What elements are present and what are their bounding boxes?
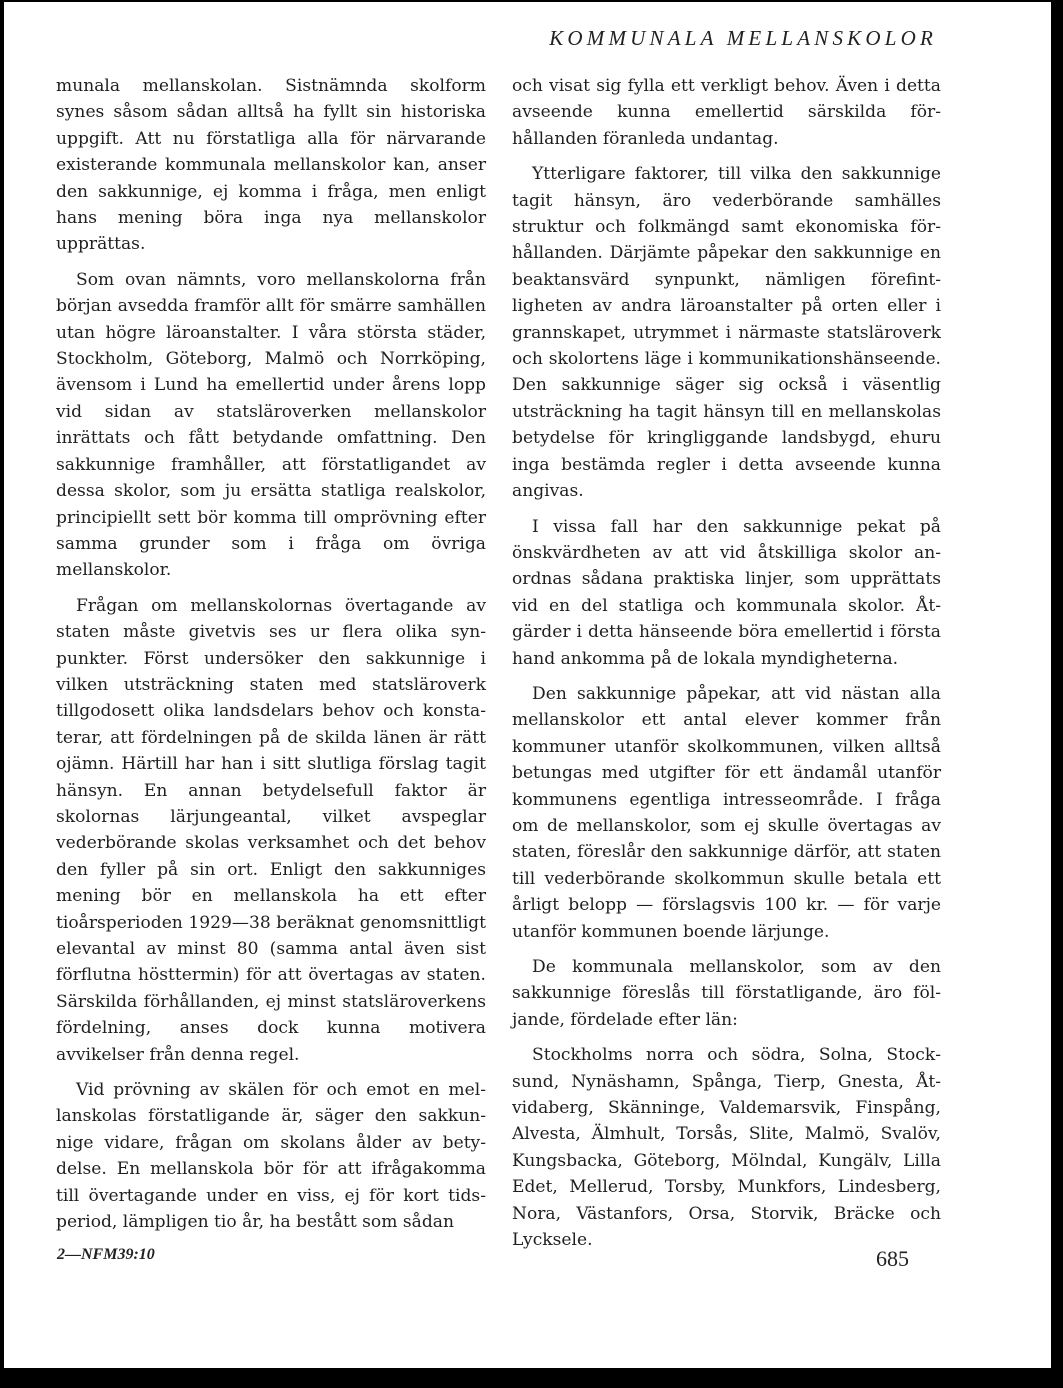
- scan-edge-left: [0, 0, 4, 1388]
- school-list-paragraph: Stockholms norra och södra, Solna, Stocksund, Nynäshamn, Spånga, Tierp, Gnesta, Åtvidaberg, Skänninge, Valdemarsvik, Finspång, Alvesta, Älmhult, Torsås, Slite, Malmö, Svalöv, Kungsbacka, Göteborg, Mölndal, Kungälv, Lilla Edet, Mellerud, Torsby, Munkfors, Lindesberg, Nora, Västanfors, Orsa, Storvik, Bräcke och Lycksele.: [512, 1045, 941, 1251]
- page-number: 685: [876, 1246, 909, 1271]
- right-paragraph-3: I vissa fall har den sakkunnige pekat på önskvärdheten av att vid åtskilliga skolor anordnas sådana praktiska linjer, som upprättats vid en del statliga och kommunala skolor. Åtgärder i detta hänseende böra emellertid i första hand ankomma på de lokala myndigheterna.: [512, 516, 941, 669]
- footer-signature: 2—NFM39:10: [57, 1246, 155, 1263]
- running-head: KOMMUNALA MELLANSKOLOR: [549, 26, 937, 50]
- left-paragraph-4: Vid prövning av skälen för och emot en mellanskolas förstatligande är, säger den sakkunnige vidare, frågan om skolans ålder av betydelse. En mellanskola bör för att ifrågakomma till övertagande under en viss, ej för kort tidsperiod, lämpligen tio år, ha bestått som sådan: [56, 1080, 486, 1233]
- left-paragraph-1: munala mellanskolan. Sistnämnda skolform synes såsom sådan alltså ha fyllt sin historiska uppgift. Att nu förstatliga alla för närvarande existerande kommunala mellanskolor kan, anser den sakkunnige, ej komma i fråga, men enligt hans mening böra inga nya mellanskolor upprättas.: [56, 76, 486, 255]
- right-paragraph-5: De kommunala mellanskolor, som av den sakkunnige föreslås till förstatligande, äro följande, fördelade efter län:: [512, 957, 941, 1030]
- left-paragraph-2: Som ovan nämnts, voro mellanskolorna från början avsedda framför allt för smärre samhällen utan högre läroanstalter. I våra största städer, Stockholm, Göteborg, Malmö och Norrköping, ävensom i Lund ha emellertid under årens lopp vid sidan av statsläroverken mellanskolor inrättats och fått betydande omfattning. Den sakkunnige framhåller, att förstatligandet av dessa skolor, som ju ersätta statliga realskolor, principiellt sett bör komma till omprövning efter samma grunder som i fråga om övriga mellanskolor.: [56, 269, 486, 581]
- scan-edge-bottom: [0, 1368, 1063, 1388]
- right-paragraph-4: Den sakkunnige påpekar, att vid nästan alla mellanskolor ett antal elever kommer från kommuner utanför skolkommunen, vilken alltså betungas med utgifter för ett ändamål utanför kommunens egentliga intresseområde. I fråga om de mellanskolor, som ej skulle övertagas av staten, föreslår den sakkunnige därför, att staten till vederbörande skolkommun skulle betala ett årligt belopp — förslagsvis 100 kr. — för varje utanför kommunen boende lärjunge.: [512, 683, 941, 942]
- scan-edge-top: [0, 0, 1063, 2]
- right-column: [512, 73, 941, 1262]
- left-paragraph-3: Frågan om mellanskolornas övertagande av staten måste givetvis ses ur flera olika synpunkter. Först undersöker den sakkunnige i vilken utsträckning staten med statsläroverk tillgodosett olika landsdelars behov och konstaterar, att fördelningen på de skilda länen är rätt ojämn. Härtill har han i sitt slutliga förslag tagit hänsyn. En annan betydelsefull faktor är skolornas lärjungeantal, vilket avspeglar vederbörande skolas verksamhet och det behov den fyller på sin ort. Enligt den sakkunniges mening bör en mellanskola ha ett efter tioårsperioden 1929—38 beräknat genomsnittligt elevantal av minst 80 (samma antal även sist förflutna hösttermin) för att övertagas av staten. Särskilda förhållanden, ej minst statsläroverkens fördelning, anses dock kunna motivera avvikelser från denna regel.: [56, 595, 486, 1065]
- left-column: [56, 73, 486, 1244]
- scan-edge-right: [1051, 0, 1063, 1388]
- right-paragraph-1: och visat sig fylla ett verkligt behov. Även i detta avseende kunna emellertid särskilda förhållanden föranleda undantag.: [512, 76, 941, 149]
- right-paragraph-2: Ytterligare faktorer, till vilka den sakkunnige tagit hänsyn, äro vederbörande samhälles struktur och folkmängd samt ekonomiska förhållanden. Därjämte påpekar den sakkunnige en beaktansvärd synpunkt, nämligen förefintligheten av andra läroanstalter på orten eller i grannskapet, utrymmet i närmaste statsläroverk och skolortens läge i kommunikationshänseende. Den sakkunnige säger sig också i väsentlig utsträckning ha tagit hänsyn till en mellanskolas betydelse för kringliggande landsbygd, ehuru inga bestämda regler i detta avseende kunna angivas.: [512, 164, 941, 502]
